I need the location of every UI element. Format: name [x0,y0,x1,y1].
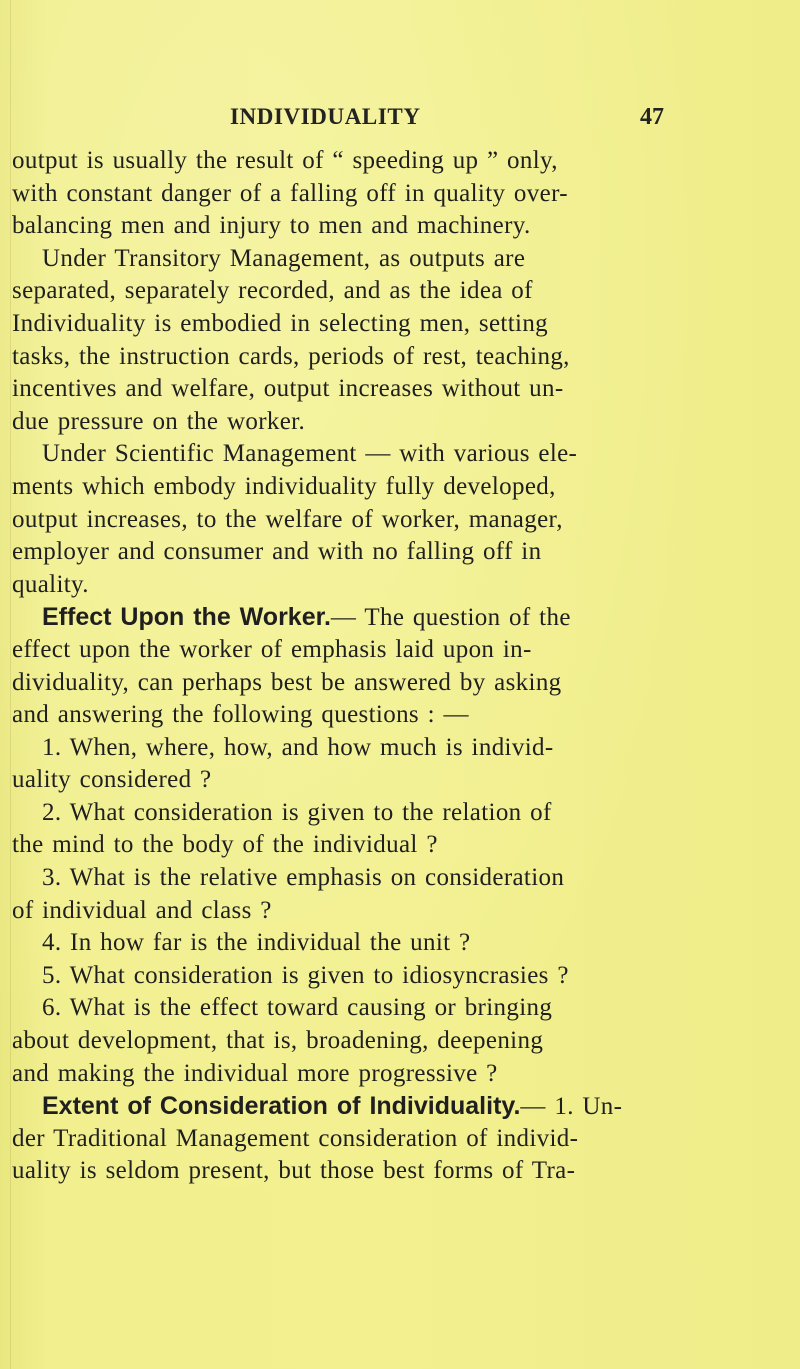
question-1: 1. When, where, how, and how much is individ- [42,733,554,761]
text-run: — 1. Un- [520,1093,623,1121]
text-line: balancing men and injury to men and machinery. [12,212,531,240]
text-line: effect upon the worker of emphasis laid upon in- [12,635,532,663]
text-line: and answering the following questions : — [12,701,469,729]
paragraph-effect-upon-worker [12,601,768,634]
question-5: 5. What consideration is given to idiosyncrasies ? [42,961,569,989]
section-heading-effect-upon-worker: Effect Upon the Worker. [42,603,331,632]
text-line: der Traditional Management consideration of individ- [12,1124,579,1152]
page-edge-shadow [10,0,11,1369]
text-line: and making the individual more progressive ? [12,1059,498,1087]
question-4: 4. In how far is the individual the unit ? [42,929,471,957]
paragraph-transitory-management: Under Transitory Management, as outputs are [42,244,526,272]
text-line: employer and consumer and with no falling off in [12,538,542,566]
text-line: due pressure on the worker. [12,407,306,435]
text-line: separated, separately recorded, and as the idea of [12,277,533,305]
text-line: dividuality, can perhaps best be answered by asking [12,668,562,696]
text-line: the mind to the body of the individual ? [12,831,438,859]
question-3: 3. What is the relative emphasis on consideration [42,864,565,892]
page-number: 47 [640,104,664,130]
paragraph-extent-of-consideration [12,1090,768,1123]
text-line: output increases, to the welfare of worker, manager, [12,505,563,533]
text-line: incentives and welfare, output increases without un- [12,375,564,403]
paragraph-scientific-management: Under Scientific Management — with various ele- [42,440,578,468]
running-head: INDIVIDUALITY [230,104,421,129]
text-line: uality considered ? [12,766,212,794]
text-line: tasks, the instruction cards, periods of rest, teaching, [12,342,570,370]
text-line: Individuality is embodied in selecting men, setting [12,309,549,337]
text-line: of individual and class ? [12,896,272,924]
text-line: output is usually the result of “ speeding up ” only, [12,147,558,174]
text-line: quality. [12,570,89,598]
section-heading-extent-of-consideration: Extent of Consideration of Individuality. [42,1092,521,1121]
question-2: 2. What consideration is given to the relation of [42,798,552,826]
text-line: with constant danger of a falling off in quality over- [12,179,568,207]
body-text [12,145,768,1188]
text-line: ments which embody individuality fully developed, [12,472,556,500]
text-run: — The question of the [330,604,571,632]
text-line: about development, that is, broadening, deepening [12,1027,544,1055]
question-6: 6. What is the effect toward causing or bringing [42,994,553,1022]
page-header [0,100,800,140]
text-line: uality is seldom present, but those best forms of Tra- [12,1157,576,1185]
